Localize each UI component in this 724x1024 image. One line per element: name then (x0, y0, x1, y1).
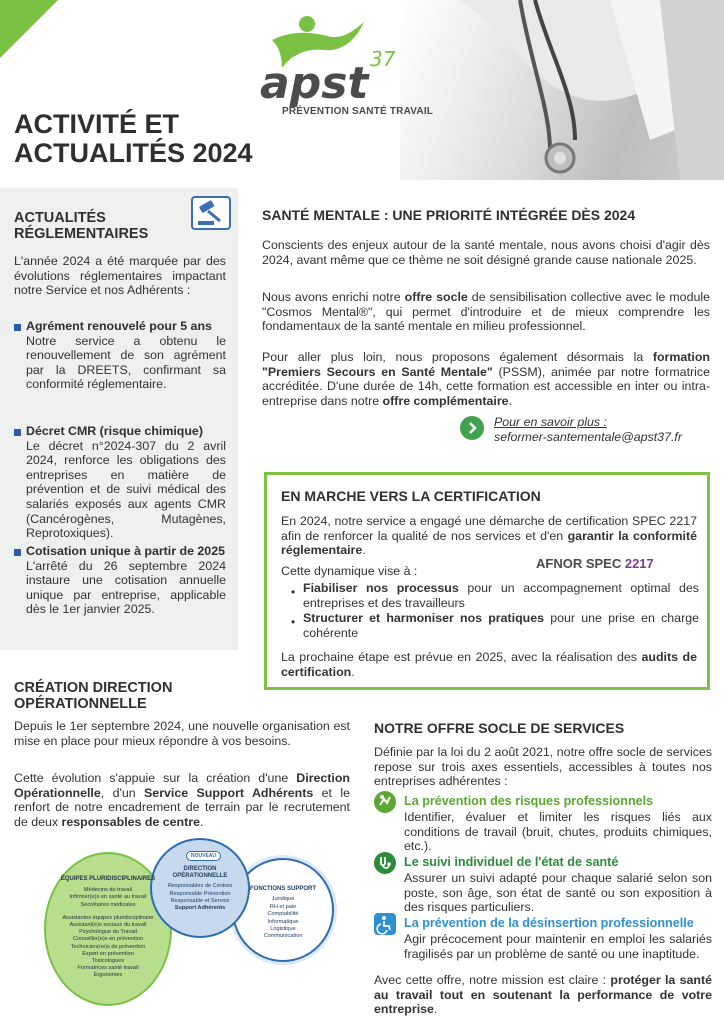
axe-3-title: La prévention de la désinsertion professionnelle (404, 916, 694, 930)
bullet-dot: • (291, 615, 296, 629)
axe-2-text: Assurer un suivi adapté pour chaque salarié selon son poste, son âge, son état de santé ou son exposition à des risques particuliers. (404, 871, 712, 915)
fonctions-content: FONCTIONS SUPPORT Juridique RH et paie Comptabilité Informatique Logistique Communication (249, 886, 316, 940)
svg-text:37: 37 (370, 47, 396, 71)
nouveau-badge: NOUVEAU (186, 851, 221, 861)
direction-p1: Depuis le 1er septembre 2024, une nouvelle organisation est mise en place pour mieux répondre à vos besoins. (14, 719, 350, 748)
sante-mentale-p2: Nous avons enrichi notre offre socle de sensibilisation collective avec le module "Cosmos Mental®", qui permet d'introduire et de mieux comprendre les fondamentaux de la santé mentale en milieu professionnel. (262, 290, 710, 334)
bullet-square (14, 429, 21, 436)
hero-photo (400, 0, 724, 180)
certification-p2: La prochaine étape est prévue en 2025, avec la réalisation des audits de certification. (281, 650, 697, 679)
bullet-square (14, 549, 21, 556)
chevron-right-icon (460, 416, 484, 440)
accessibility-icon (374, 913, 396, 935)
page-title (14, 110, 374, 168)
afnor-spec-badge: AFNOR SPEC 2217 (536, 556, 654, 571)
corner-triangle (0, 0, 58, 58)
direction-p2: Cette évolution s'appuie sur la création d'une Direction Opérationnelle, d'un Service Support Adhérents et le renfort de notre encadrement de terrain par le recrutement de deux responsables de centre. (14, 771, 350, 829)
offre-conclusion: Avec cette offre, notre mission est claire : protéger la santé au travail tout en soutenant la performance de votre entreprise. (374, 973, 712, 1017)
svg-text:apst: apst (260, 58, 369, 109)
axe-1-title: La prévention des risques professionnels (404, 794, 654, 808)
direction-content: DIRECTION OPÉRATIONNELLE Responsables de Centres Responsable Prévention Responsable et Service Support Adhérents (167, 866, 233, 912)
certification-p1: En 2024, notre service a engagé une démarche de certification SPEC 2217 afin de renforcer la qualité de nos services et d'en garantir la conformité réglementaire. (281, 514, 698, 558)
offre-intro: Définie par la loi du 2 août 2021, notre offre socle de services repose sur trois axes essentiels, accessibles à toutes nos entreprises adhérentes : (374, 745, 712, 789)
sante-mentale-p3: Pour aller plus loin, nous proposons également désormais la formation "Premiers Secours en Santé Mentale" (PSSM), animée par notre formatrice accréditée. D'une durée de 14h, cette formation est accessible en inter ou intra-entreprise dans notre offre complémentaire. (262, 350, 710, 408)
logo-subtitle: PRÉVENTION SANTÉ TRAVAIL (282, 106, 434, 117)
sante-mentale-p1: Conscients des enjeux autour de la santé mentale, nous avons choisi d'agir dès 2024, avant même que ce thème ne soit désigné grande cause nationale 2025. (262, 238, 710, 267)
certification-title: EN MARCHE VERS LA CERTIFICATION (281, 488, 541, 504)
reg-item-cmr: Décret CMR (risque chimique) Le décret n°2024-307 du 2 avril 2024, renforce les obligations des entreprises en matière de prévention et de suivi médical des salariés exposés aux agents CMR (Cancérogènes, Mutagènes, Reprotoxiques). (26, 424, 226, 541)
page-title-line1: ACTIVITÉ ET (14, 109, 180, 139)
stethoscope-illustration (400, 0, 724, 180)
stethoscope-icon (374, 852, 396, 874)
axe-2-title: Le suivi individuel de l'état de santé (404, 855, 619, 869)
reglementaires-intro: L'année 2024 a été marquée par des évolutions réglementaires impactant notre Service et nos Adhérents : (14, 254, 226, 298)
more-info-link[interactable]: Pour en savoir plus : seformer-santementale@apst37.fr (494, 415, 714, 444)
reg-item-cotisation: Cotisation unique à partir de 2025 L'arrêté du 26 septembre 2024 instaure une cotisation annuelle unique par entreprise, applicable dès le 1er janvier 2025. (26, 544, 226, 617)
direction-title: CRÉATION DIRECTION OPÉRATIONNELLE (14, 680, 173, 712)
contact-email-link[interactable]: seformer-santementale@apst37.fr (494, 429, 682, 444)
bullet-dot: • (291, 585, 296, 599)
arrow-right-button[interactable] (460, 416, 484, 440)
gavel-icon (190, 195, 232, 231)
certification-bullet-1: Fiabiliser nos processus pour un accompagnement optimal des entreprises et des travailleurs (303, 581, 699, 610)
sante-mentale-title: SANTÉ MENTALE : UNE PRIORITÉ INTÉGRÉE DÈS 2024 (262, 207, 636, 223)
prevention-icon (374, 791, 396, 813)
reg-item-agrement: Agrément renouvelé pour 5 ans Notre service a obtenu le renouvellement de son agrément par la DREETS, confirmant sa conformité réglementaire. (26, 319, 226, 392)
equipes-content: ÉQUIPES PLURIDISCIPLINAIRES Médecins du travail Infirmier(e)s en santé au travail Secrétaires médicales Assistantes équipes pluridisciplinaire Assistant(e)s sociaux du travail Psychologue du Travail Conseiller(e)s en prévention Technicien(ne)s de prévention Expert en prévention Toxicologues Formatrices santé travail Ergonomes (60, 876, 156, 979)
certification-dyn-intro: Cette dynamique vise à : (281, 564, 418, 578)
offre-title: NOTRE OFFRE SOCLE DE SERVICES (374, 720, 625, 736)
certification-bullet-2: Structurer et harmoniser nos pratiques pour une prise en charge cohérente (303, 611, 699, 640)
axe-3-text: Agir précocement pour maintenir en emploi les salariés fragilisés par un problème de santé ou une inaptitude. (404, 932, 712, 961)
page-title-line2: ACTUALITÉS 2024 (14, 138, 253, 168)
axe-1-text: Identifier, évaluer et limiter les risques liés aux conditions de travail (bruit, chutes, produits chimiques, etc.). (404, 810, 712, 854)
reglementaires-title: ACTUALITÉS RÉGLEMENTAIRES (14, 210, 149, 242)
bullet-square (14, 324, 21, 331)
